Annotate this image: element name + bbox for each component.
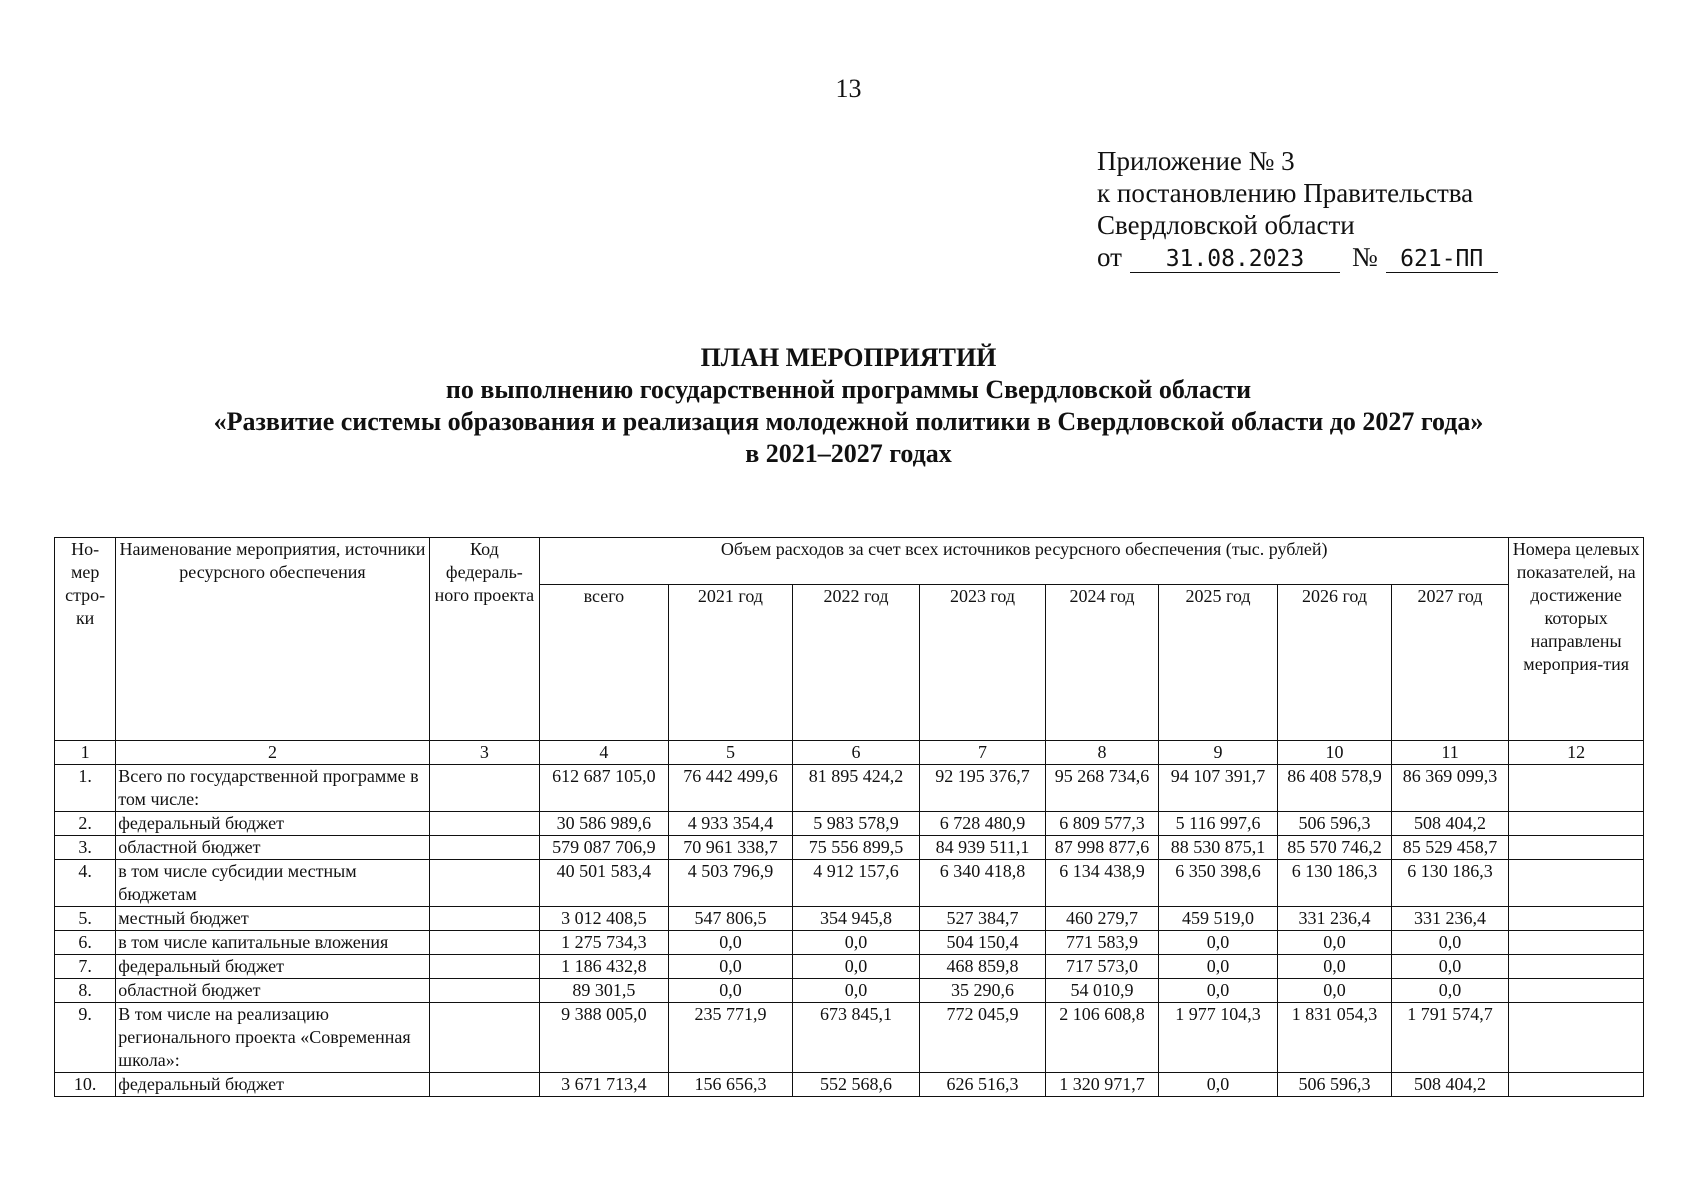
year-2022-cell: 4 912 157,6 — [793, 860, 920, 907]
year-2022-cell: 75 556 899,5 — [793, 836, 920, 860]
year-2024-cell: 87 998 877,6 — [1046, 836, 1158, 860]
year-2021-cell: 0,0 — [668, 955, 793, 979]
column-numbers-row — [55, 741, 1644, 765]
year-2024-cell: 771 583,9 — [1046, 931, 1158, 955]
year-2025-cell: 0,0 — [1158, 1073, 1278, 1097]
table-row — [55, 836, 1644, 860]
item-name-cell: областной бюджет — [116, 979, 429, 1003]
targets-cell — [1509, 955, 1644, 979]
appendix-line-3: Свердловской области — [1097, 210, 1355, 240]
column-number: 5 — [668, 741, 793, 765]
year-2025-cell: 94 107 391,7 — [1158, 765, 1278, 812]
header-year-2021: 2021 год — [668, 585, 793, 741]
year-2026-cell: 86 408 578,9 — [1278, 765, 1391, 812]
column-number: 8 — [1046, 741, 1158, 765]
plan-table — [54, 537, 1644, 1097]
project-code-cell — [429, 1073, 539, 1097]
year-2027-cell: 6 130 186,3 — [1391, 860, 1509, 907]
year-2027-cell: 86 369 099,3 — [1391, 765, 1509, 812]
header-year-2022: 2022 год — [793, 585, 920, 741]
year-2022-cell: 354 945,8 — [793, 907, 920, 931]
table-row — [55, 979, 1644, 1003]
year-2026-cell: 331 236,4 — [1278, 907, 1391, 931]
column-number: 6 — [793, 741, 920, 765]
header-year-2026: 2026 год — [1278, 585, 1391, 741]
header-volume: Объем расходов за счет всех источников ресурсного обеспечения (тыс. рублей) — [540, 538, 1509, 585]
total-cell: 9 388 005,0 — [540, 1003, 669, 1073]
targets-cell — [1509, 765, 1644, 812]
year-2023-cell: 626 516,3 — [919, 1073, 1046, 1097]
year-2024-cell: 460 279,7 — [1046, 907, 1158, 931]
number-prefix: № — [1351, 242, 1378, 272]
row-number-cell: 9. — [55, 1003, 116, 1073]
year-2025-cell: 459 519,0 — [1158, 907, 1278, 931]
year-2025-cell: 5 116 997,6 — [1158, 812, 1278, 836]
year-2021-cell: 76 442 499,6 — [668, 765, 793, 812]
total-cell: 89 301,5 — [540, 979, 669, 1003]
year-2022-cell: 0,0 — [793, 979, 920, 1003]
table-row — [55, 860, 1644, 907]
project-code-cell — [429, 955, 539, 979]
project-code-cell — [429, 860, 539, 907]
appendix-line-1: Приложение № 3 — [1097, 146, 1295, 176]
year-2023-cell: 504 150,4 — [919, 931, 1046, 955]
total-cell: 3 671 713,4 — [540, 1073, 669, 1097]
column-number: 12 — [1509, 741, 1644, 765]
row-number-cell: 8. — [55, 979, 116, 1003]
year-2026-cell: 1 831 054,3 — [1278, 1003, 1391, 1073]
table-row — [55, 765, 1644, 812]
year-2025-cell: 0,0 — [1158, 955, 1278, 979]
total-cell: 3 012 408,5 — [540, 907, 669, 931]
table-row — [55, 955, 1644, 979]
column-number: 4 — [540, 741, 669, 765]
item-name-cell: местный бюджет — [116, 907, 429, 931]
targets-cell — [1509, 836, 1644, 860]
header-name: Наименование мероприятия, источники ресурсного обеспечения — [116, 538, 429, 741]
appendix-date-line — [1097, 241, 1657, 273]
column-number: 10 — [1278, 741, 1391, 765]
year-2027-cell: 0,0 — [1391, 931, 1509, 955]
year-2022-cell: 0,0 — [793, 931, 920, 955]
table-row — [55, 1003, 1644, 1073]
targets-cell — [1509, 812, 1644, 836]
year-2023-cell: 772 045,9 — [919, 1003, 1046, 1073]
year-2023-cell: 468 859,8 — [919, 955, 1046, 979]
year-2024-cell: 717 573,0 — [1046, 955, 1158, 979]
year-2023-cell: 6 728 480,9 — [919, 812, 1046, 836]
table-row — [55, 931, 1644, 955]
year-2026-cell: 6 130 186,3 — [1278, 860, 1391, 907]
item-name-cell: федеральный бюджет — [116, 955, 429, 979]
table-row — [55, 907, 1644, 931]
table-row — [55, 1073, 1644, 1097]
targets-cell — [1509, 1003, 1644, 1073]
decree-number: 621-ПП — [1386, 246, 1498, 273]
row-number-cell: 10. — [55, 1073, 116, 1097]
row-number-cell: 1. — [55, 765, 116, 812]
year-2026-cell: 506 596,3 — [1278, 1073, 1391, 1097]
year-2025-cell: 0,0 — [1158, 979, 1278, 1003]
year-2021-cell: 0,0 — [668, 979, 793, 1003]
total-cell: 40 501 583,4 — [540, 860, 669, 907]
document-title — [60, 342, 1637, 470]
item-name-cell: В том числе на реализацию регионального проекта «Современная школа»: — [116, 1003, 429, 1073]
header-year-2023: 2023 год — [919, 585, 1046, 741]
item-name-cell: федеральный бюджет — [116, 812, 429, 836]
year-2023-cell: 35 290,6 — [919, 979, 1046, 1003]
header-year-2025: 2025 год — [1158, 585, 1278, 741]
appendix-line-2: к постановлению Правительства — [1097, 178, 1474, 208]
date-prefix: от — [1097, 242, 1122, 272]
year-2021-cell: 70 961 338,7 — [668, 836, 793, 860]
targets-cell — [1509, 860, 1644, 907]
item-name-cell: в том числе субсидии местным бюджетам — [116, 860, 429, 907]
year-2025-cell: 6 350 398,6 — [1158, 860, 1278, 907]
year-2024-cell: 6 134 438,9 — [1046, 860, 1158, 907]
year-2022-cell: 552 568,6 — [793, 1073, 920, 1097]
table-row — [55, 812, 1644, 836]
project-code-cell — [429, 907, 539, 931]
column-number: 3 — [429, 741, 539, 765]
year-2027-cell: 331 236,4 — [1391, 907, 1509, 931]
row-number-cell: 2. — [55, 812, 116, 836]
targets-cell — [1509, 1073, 1644, 1097]
total-cell: 579 087 706,9 — [540, 836, 669, 860]
year-2021-cell: 235 771,9 — [668, 1003, 793, 1073]
decree-date: 31.08.2023 — [1130, 246, 1340, 273]
title-line-3: «Развитие системы образования и реализация молодежной политики в Свердловской области до 2027 года» — [213, 407, 1484, 436]
total-cell: 612 687 105,0 — [540, 765, 669, 812]
year-2022-cell: 81 895 424,2 — [793, 765, 920, 812]
targets-cell — [1509, 907, 1644, 931]
year-2024-cell: 54 010,9 — [1046, 979, 1158, 1003]
header-year-2024: 2024 год — [1046, 585, 1158, 741]
targets-cell — [1509, 931, 1644, 955]
year-2026-cell: 0,0 — [1278, 979, 1391, 1003]
year-2026-cell: 0,0 — [1278, 931, 1391, 955]
row-number-cell: 3. — [55, 836, 116, 860]
item-name-cell: в том числе капитальные вложения — [116, 931, 429, 955]
header-total: всего — [540, 585, 669, 741]
column-number: 11 — [1391, 741, 1509, 765]
year-2027-cell: 0,0 — [1391, 979, 1509, 1003]
year-2023-cell: 6 340 418,8 — [919, 860, 1046, 907]
year-2023-cell: 84 939 511,1 — [919, 836, 1046, 860]
year-2021-cell: 547 806,5 — [668, 907, 793, 931]
column-number: 7 — [919, 741, 1046, 765]
header-code: Код федераль-ного проекта — [429, 538, 539, 741]
year-2021-cell: 4 503 796,9 — [668, 860, 793, 907]
total-cell: 1 186 432,8 — [540, 955, 669, 979]
year-2023-cell: 527 384,7 — [919, 907, 1046, 931]
year-2023-cell: 92 195 376,7 — [919, 765, 1046, 812]
year-2026-cell: 506 596,3 — [1278, 812, 1391, 836]
row-number-cell: 7. — [55, 955, 116, 979]
year-2024-cell: 1 320 971,7 — [1046, 1073, 1158, 1097]
year-2027-cell: 1 791 574,7 — [1391, 1003, 1509, 1073]
column-number: 1 — [55, 741, 116, 765]
year-2026-cell: 85 570 746,2 — [1278, 836, 1391, 860]
row-number-cell: 5. — [55, 907, 116, 931]
year-2024-cell: 6 809 577,3 — [1046, 812, 1158, 836]
year-2025-cell: 88 530 875,1 — [1158, 836, 1278, 860]
header-row-number: Но-мер стро-ки — [55, 538, 116, 741]
item-name-cell: Всего по государственной программе в том числе: — [116, 765, 429, 812]
item-name-cell: областной бюджет — [116, 836, 429, 860]
total-cell: 30 586 989,6 — [540, 812, 669, 836]
project-code-cell — [429, 765, 539, 812]
title-line-4: в 2021–2027 годах — [745, 439, 952, 468]
year-2024-cell: 95 268 734,6 — [1046, 765, 1158, 812]
year-2021-cell: 4 933 354,4 — [668, 812, 793, 836]
project-code-cell — [429, 836, 539, 860]
appendix-block — [1097, 145, 1657, 273]
column-number: 2 — [116, 741, 429, 765]
year-2021-cell: 0,0 — [668, 931, 793, 955]
project-code-cell — [429, 812, 539, 836]
row-number-cell: 4. — [55, 860, 116, 907]
year-2021-cell: 156 656,3 — [668, 1073, 793, 1097]
item-name-cell: федеральный бюджет — [116, 1073, 429, 1097]
title-line-1: ПЛАН МЕРОПРИЯТИЙ — [700, 343, 997, 372]
page-number: 13 — [835, 74, 862, 103]
year-2026-cell: 0,0 — [1278, 955, 1391, 979]
targets-cell — [1509, 979, 1644, 1003]
row-number-cell: 6. — [55, 931, 116, 955]
year-2022-cell: 5 983 578,9 — [793, 812, 920, 836]
year-2022-cell: 673 845,1 — [793, 1003, 920, 1073]
project-code-cell — [429, 979, 539, 1003]
header-targets: Номера целевых показателей, на достижение которых направлены мероприя-тия — [1509, 538, 1644, 741]
project-code-cell — [429, 931, 539, 955]
year-2022-cell: 0,0 — [793, 955, 920, 979]
header-year-2027: 2027 год — [1391, 585, 1509, 741]
year-2027-cell: 85 529 458,7 — [1391, 836, 1509, 860]
year-2027-cell: 508 404,2 — [1391, 812, 1509, 836]
year-2025-cell: 0,0 — [1158, 931, 1278, 955]
project-code-cell — [429, 1003, 539, 1073]
year-2027-cell: 508 404,2 — [1391, 1073, 1509, 1097]
year-2025-cell: 1 977 104,3 — [1158, 1003, 1278, 1073]
year-2027-cell: 0,0 — [1391, 955, 1509, 979]
year-2024-cell: 2 106 608,8 — [1046, 1003, 1158, 1073]
column-number: 9 — [1158, 741, 1278, 765]
title-line-2: по выполнению государственной программы Свердловской области — [445, 375, 1252, 404]
total-cell: 1 275 734,3 — [540, 931, 669, 955]
